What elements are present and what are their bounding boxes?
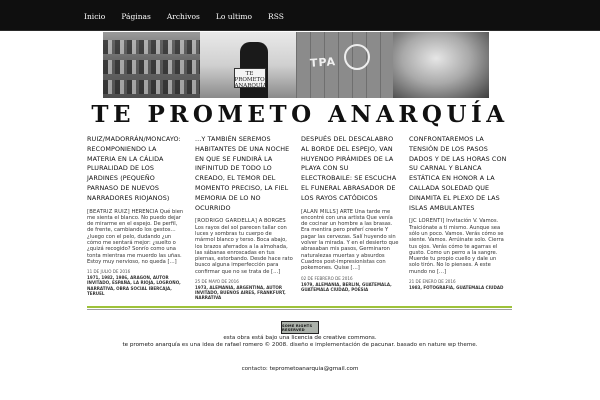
nav-rss[interactable]: RSS [268,12,284,21]
post-date: 21 DE ENERO DE 2016 [409,279,456,285]
protest-sign: TE PROMETO ANARQUÍA [234,68,266,88]
post-author: [RODRIGO GARDELLA] [195,218,258,225]
post-title [409,135,507,213]
post-excerpt [195,218,293,275]
top-navigation-bar [0,0,600,31]
design-credit: © 2008. diseño e implementación de [264,342,370,348]
photo-row [103,40,200,54]
post-author: [BEATRIZ RUIZ] [87,208,130,215]
contact-label: contacto: [241,366,268,372]
post-title-link[interactable]: DESPUÉS DEL DESCALABRO AL BORDE DEL ESPEJO, VAN HUYENDO PIRÁMIDES DE LA PLAYA CON SU ELECTROBAILE: SE ESCUCHA EL FUNERAL ABRASADOR DE LOS RAYOS CATÓDICOS [301,135,397,202]
footer-divider-grey [87,309,512,310]
license-prefix: esta obra está bajo una [223,335,290,341]
banner-photo-closeup [393,32,490,98]
author-link[interactable]: rafael romero [224,342,263,348]
nav-lo-ultimo[interactable]: Lo ultimo [215,12,253,21]
nav-inicio[interactable]: Inicio [84,12,106,21]
header-banner [103,32,489,98]
post-date: 25 DE MAYO DE 2016 [195,279,239,285]
photo-row [103,80,200,94]
site-name-link[interactable]: te prometo anarquía [122,342,180,348]
post-excerpt-text: A BORGES Los rayos del sol parecen tallar con luces y sombras tu cuerpo de mármol blanco y terso. Boca abajo, los brazos aferrados a la almohada, las sábanas enroscadas en tus piernas, estorbando. Desde hace rato busco alguna imperfección para confirmar que no se trata de […] [195,218,293,275]
post-column [195,135,293,301]
post-author: [JC LORENTI] [409,218,445,225]
theme-credit: . basado en nature wp theme. [393,342,478,348]
creative-commons-badge[interactable]: SOME RIGHTS RESERVED [281,321,319,334]
license-link[interactable]: licencia de creative commons [291,335,375,341]
post-tags[interactable]: 1983, FOTOGRAFIA, GUATEMALA CIUDAD [409,285,504,291]
photo-row [103,60,200,74]
nav-archivos[interactable]: Archivos [166,12,200,21]
license-suffix: . [374,335,377,341]
designer-link[interactable]: pacunar [370,342,394,348]
post-column [301,135,399,295]
banner-photo-group [103,32,200,98]
post-excerpt-text: HERENCIA Qué bien me sienta el blanco. No puedo dejar de mirarme en el espejo. De perfil, de frente, cambiando los gestos… ¿luego con el pelo, dudando ¿un cómo me sentará mejor: ¿suelto o ¿quizá recogido? Sonrío como una tonta mientras me muerdo las uñas. Estoy muy nervioso, no queda […] [87,208,184,265]
credits-line [0,342,600,348]
post-tags[interactable]: 1971, 1982, 1986, ARAGON, AUTOR INVITADO, ESPAÑA, LA RIOJA, LOGROÑO, NARRATIVA, OBRA SOCIAL IBERCAJA, TERUEL [87,275,181,296]
post-tags[interactable]: 1979, ALEMANIA, BERLIN, GUATEMALA, GUATEMALA CIUDAD, POESIA [301,281,392,292]
post-title [301,135,399,204]
post-author: [ALAN MILLS] [301,208,339,215]
post-excerpt-text: ARTE Una tarde me encontré con una artista Que venía de cocinar un hombre a las brasas. Era mentira pero preferí creerle Y pagar las cervezas. Salí huyendo sin volver la mirada. Y en el desierto que abrasaban mis pasos, Germinaron naturalezas muertas y absurdos Cuadros post-impresionistas con pokemones. Quise […] [301,208,399,272]
post-tags[interactable]: 1973, ALEMANIA, ARGENTINA, AUTOR INVITADO, BUENOS AIRES, FRANKFURT, NARRATIVA [195,285,286,301]
banner-photo-sign [200,32,297,98]
graffiti-tag: TPA [309,55,337,70]
post-title-link[interactable]: RUIZ/MADORRÁN/MONCAYO: RECOMPONIENDO LA MATERIA EN LA CÁLIDA PLURALIDAD DE LOS JARDINES (PEQUEÑO PARNASO DE NUEVOS NARRADORES RIOJANOS) [87,135,181,202]
post-title [195,135,293,213]
post-column [87,135,185,295]
nav-paginas[interactable]: Páginas [121,12,151,21]
footer-divider-green [87,306,512,308]
main-nav [84,12,300,21]
site-title[interactable]: TE PROMETO ANARQUÍA [91,101,509,128]
post-excerpt [301,209,399,272]
post-excerpt [409,218,507,275]
contact-email-link[interactable]: teprometoanarquia@gmail.com [269,366,359,372]
post-excerpt-text: Invitación V. Vamos. Traiciónate a ti mismo. Aunque sea sólo un poco. Vamos. Verás cómo se siente. Vamos. Arrúinate solo. Cierra tus ojos. Verás cómo te agarras el gusto. Como un perro a la sangre. Muerde tu propio cuello y dale un solo tirón. No lo pienses. A este mundo no […] [409,218,504,275]
post-column [409,135,507,295]
graffiti-circle [344,44,370,70]
post-date: 02 DE FEBRERO DE 2016 [301,275,353,281]
post-title-link[interactable]: ...Y TAMBIÉN SEREMOS HABITANTES DE UNA NOCHE EN QUE SE FUNDIRÁ LA INFINITUD DE TODO LO CREADO, EL TEMOR DEL MOMENTO PRECISO, LA FIEL MEMORIA DE LO NO OCURRIDO [195,135,290,212]
banner-photo-wall [296,32,393,98]
post-excerpt [87,209,185,266]
post-title-link[interactable]: CONFRONTAREMOS LA TENSIÓN DE LOS PASOS DADOS Y DE LAS HORAS CON SU CARNAL Y BLANCA ESTÁTICA EN HONOR A LA CALLADA SOLEDAD QUE DINAMITA EL PLEXO DE LAS ISLAS AMBULANTES [409,135,507,212]
license-line [0,335,600,341]
post-date: 11 DE JULIO DE 2016 [87,269,131,275]
post-title [87,135,185,204]
idea-prefix: es una idea de [181,342,223,348]
contact-line [0,366,600,372]
